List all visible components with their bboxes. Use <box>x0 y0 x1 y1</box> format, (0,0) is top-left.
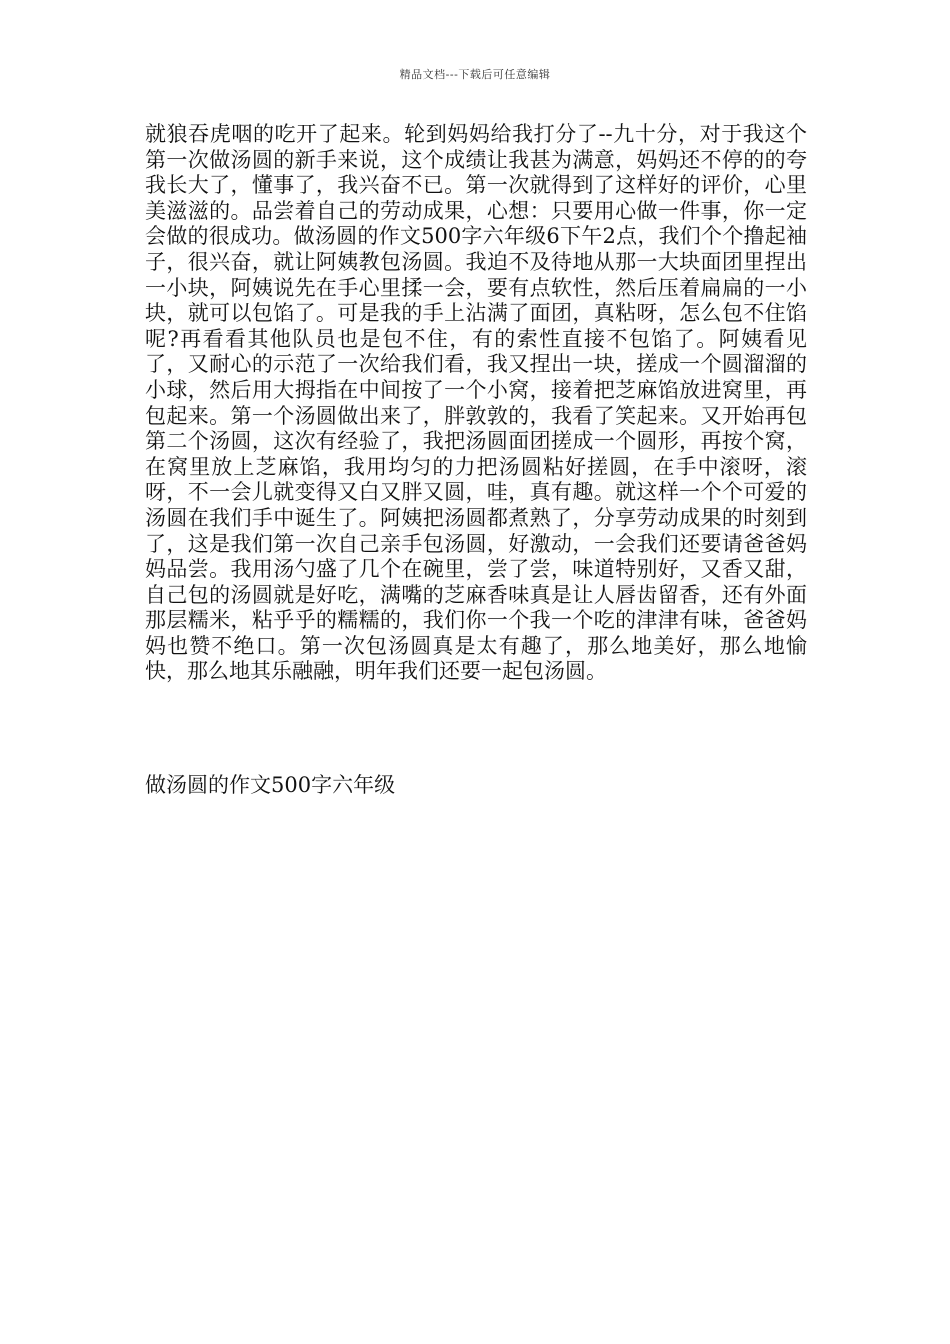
essay-paragraph: 就狼吞虎咽的吃开了起来。轮到妈妈给我打分了--九十分，对于我这个第一次做汤圆的新手来说，这个成绩让我甚为满意，妈妈还不停的的夸我长大了，懂事了，我兴奋不已。第一次就得到了这样好的评价，心里美滋滋的。品尝着自己的劳动成果，心想：只要用心做一件事，你一定会做的很成功。做汤圆的作文500字六年级6下午2点，我们个个撸起袖子，很兴奋，就让阿姨教包汤圆。我迫不及待地从那一大块面团里捏出一小块，阿姨说先在手心里揉一会，要有点软性，然后压着扁扁的一小块，就可以包馅了。可是我的手上沾满了面团，真粘呀，怎么包不住馅呢?再看看其他队员也是包不住，有的索性直接不包馅了。阿姨看见了，又耐心的示范了一次给我们看，我又捏出一块，搓成一个圆溜溜的小球，然后用大拇指在中间按了一个小窝，接着把芝麻馅放进窝里，再包起来。第一个汤圆做出来了，胖敦敦的，我看了笑起来。又开始再包第二个汤圆，这次有经验了，我把汤圆面团搓成一个圆形，再按个窝，在窝里放上芝麻馅，我用均匀的力把汤圆粘好搓圆，在手中滚呀，滚呀，不一会儿就变得又白又胖又圆，哇，真有趣。就这样一个个可爱的汤圆在我们手中诞生了。阿姨把汤圆都煮熟了，分享劳动成果的时刻到了，这是我们第一次自己亲手包汤圆，好激动，一会我们还要请爸爸妈妈品尝。我用汤勺盛了几个在碗里，尝了尝，味道特别好，又香又甜，自己包的汤圆就是好吃，满嘴的芝麻香味真是让人唇齿留香，还有外面那层糯米，粘乎乎的糯糯的，我们你一个我一个吃的津津有味，爸爸妈妈也赞不绝口。第一次包汤圆真是太有趣了，那么地美好，那么地愉快，那么地其乐融融，明年我们还要一起包汤圆。 <box>145 122 807 684</box>
essay-title: 做汤圆的作文500字六年级 <box>145 773 396 797</box>
page-header: 精品文档---下载后可任意编辑 <box>399 68 551 81</box>
